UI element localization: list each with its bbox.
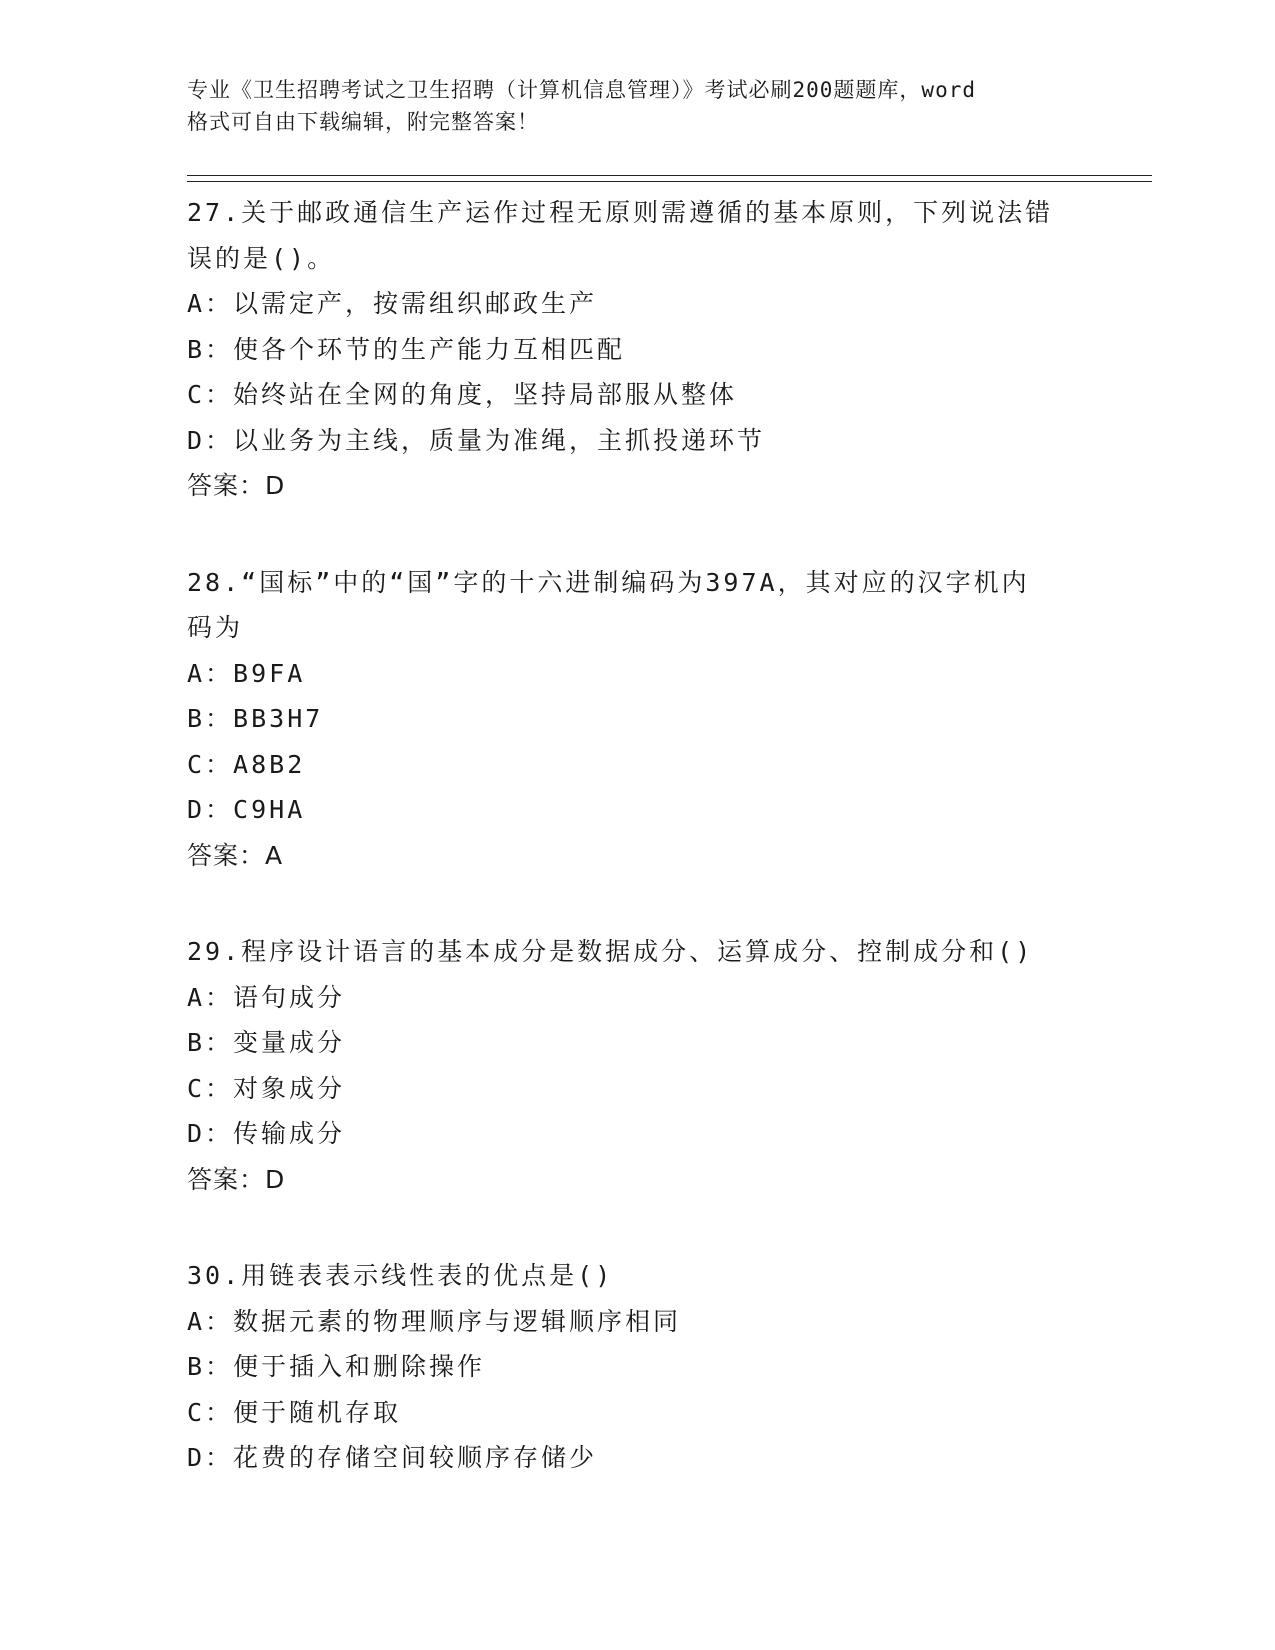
- header-line-1: 专业《卫生招聘考试之卫生招聘（计算机信息管理）》考试必刷200题题库，word: [187, 78, 976, 102]
- question-28: [187, 560, 1147, 879]
- question-27: [187, 190, 1147, 509]
- option-d: D：C9HA: [187, 795, 306, 824]
- header-line-2: 格式可自由下载编辑，附完整答案！: [187, 110, 539, 134]
- option-a: A：B9FA: [187, 658, 306, 688]
- option-b: B：便于插入和删除操作: [187, 1352, 486, 1381]
- option-d: D：传输成分: [187, 1119, 346, 1148]
- option-c: C：A8B2: [187, 749, 306, 779]
- option-b: B：BB3H7: [187, 704, 324, 733]
- answer-line: 答案：D: [187, 471, 286, 500]
- question-stem-line: 29.程序设计语言的基本成分是数据成分、运算成分、控制成分和(): [187, 937, 1034, 966]
- question-29: [187, 929, 1147, 1202]
- option-a: A：数据元素的物理顺序与逻辑顺序相同: [187, 1306, 682, 1336]
- header-divider-top: [187, 175, 1152, 176]
- option-a: A：以需定产，按需组织邮政生产: [187, 289, 598, 318]
- option-c: C：便于随机存取: [187, 1397, 402, 1427]
- question-stem-line: 码为: [187, 613, 244, 642]
- option-d: D：以业务为主线，质量为准绳，主抓投递环节: [187, 425, 766, 455]
- option-b: B：变量成分: [187, 1028, 346, 1057]
- option-b: B：使各个环节的生产能力互相匹配: [187, 334, 626, 364]
- question-stem-line: 误的是()。: [187, 243, 336, 273]
- answer-line: 答案：D: [187, 1164, 286, 1194]
- option-c: C：始终站在全网的角度，坚持局部服从整体: [187, 380, 738, 409]
- document-header: [187, 74, 1087, 138]
- question-stem-line: 30.用链表表示线性表的优点是(): [187, 1261, 614, 1290]
- option-a: A：语句成分: [187, 982, 346, 1012]
- answer-line: 答案：A: [187, 840, 284, 870]
- question-stem-line: 27.关于邮政通信生产运作过程无原则需遵循的基本原则，下列说法错: [187, 198, 1054, 227]
- header-divider-bottom: [187, 181, 1152, 182]
- option-d: D：花费的存储空间较顺序存储少: [187, 1443, 598, 1472]
- question-list: [187, 190, 1147, 1532]
- question-30: [187, 1253, 1147, 1481]
- option-c: C：对象成分: [187, 1073, 346, 1103]
- question-stem-line: 28.“国标”中的“国”字的十六进制编码为397A，其对应的汉字机内: [187, 567, 1030, 597]
